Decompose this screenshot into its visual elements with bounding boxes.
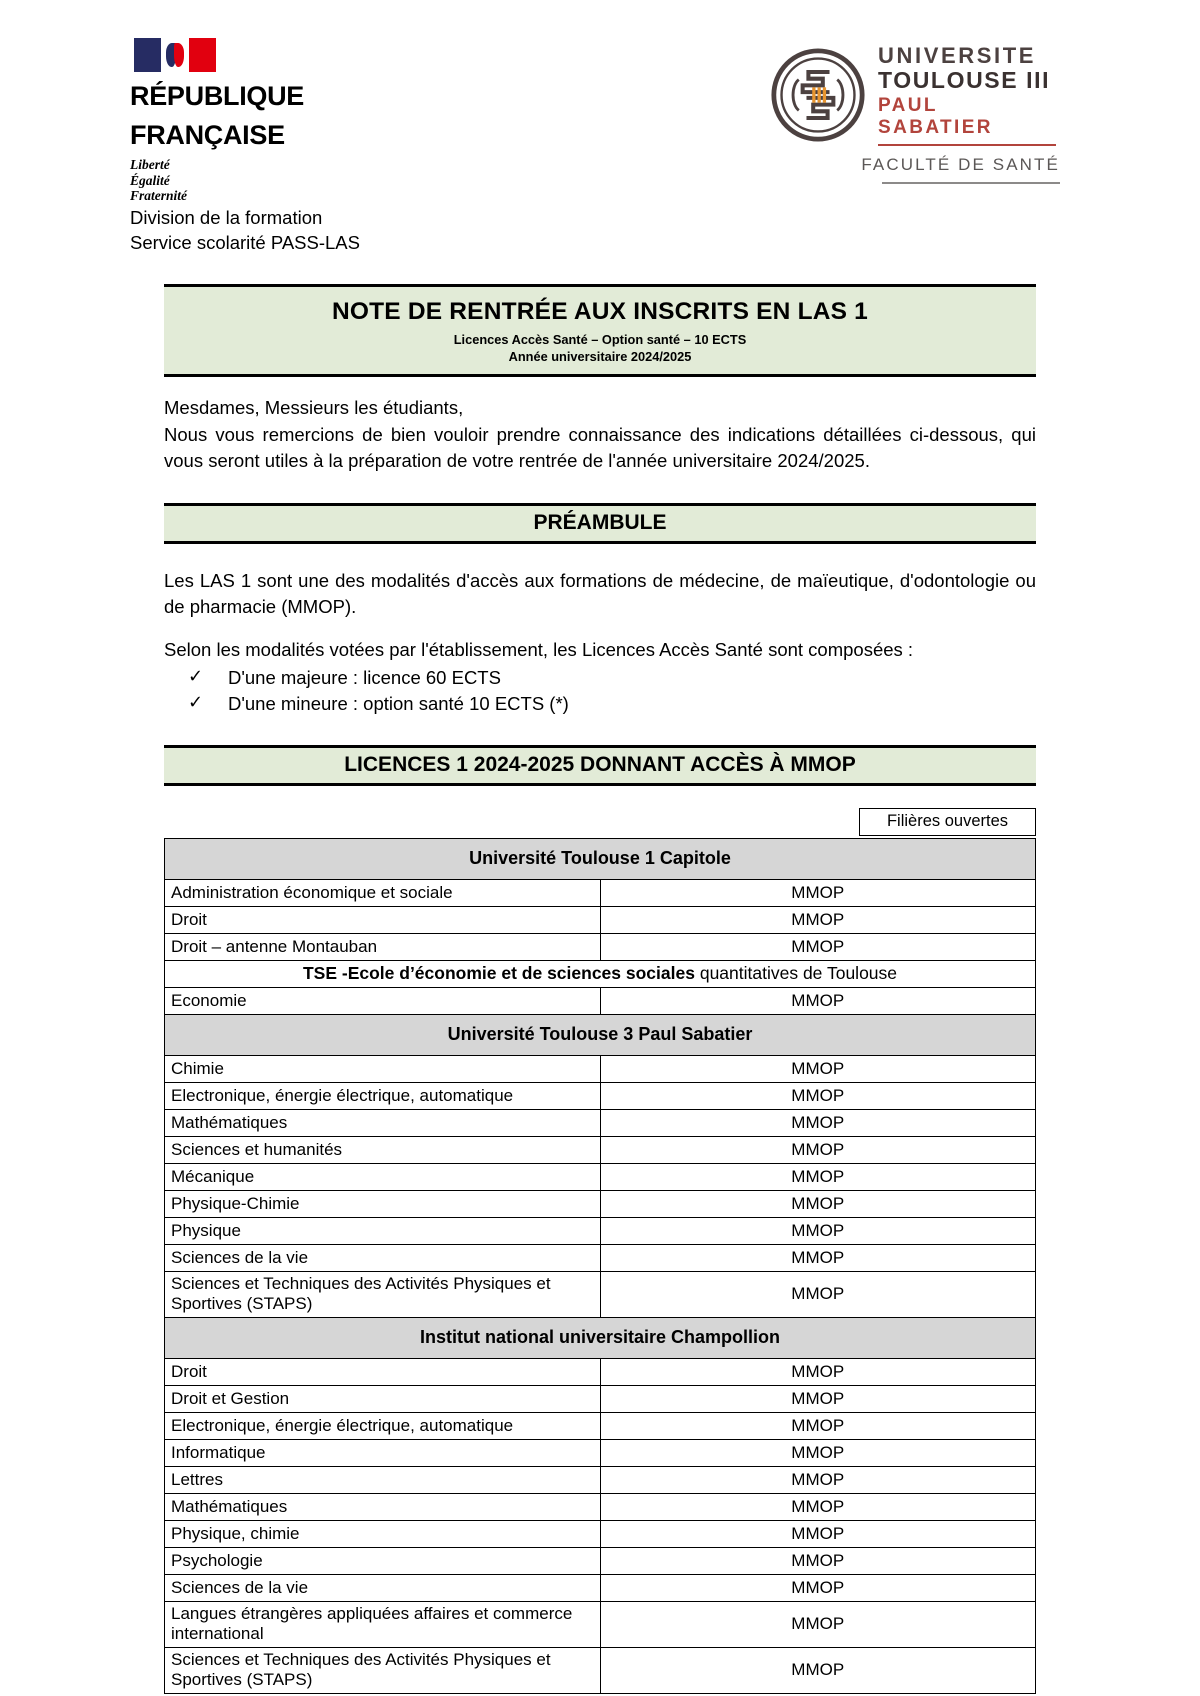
table-row <box>165 934 1036 961</box>
table-group-row <box>165 1318 1036 1359</box>
licence-name-cell: Sciences de la vie <box>165 1575 601 1602</box>
document-subtitle-2: Année universitaire 2024/2025 <box>508 349 692 364</box>
intro-paragraph: Nous vous remercions de bien vouloir prendre connaissance des indications détaillées ci-dessous, qui vous seront utiles à la préparation de votre rentrée de l'année universitaire 2024/2025. <box>164 423 1036 471</box>
list-item <box>186 665 1036 691</box>
table-row <box>165 1440 1036 1467</box>
document-header <box>0 0 1200 205</box>
table-row <box>165 907 1036 934</box>
table-group-label: Université Toulouse 3 Paul Sabatier <box>165 1015 1036 1056</box>
filieres-value-cell: MMOP <box>600 880 1036 907</box>
list-item <box>186 691 1036 717</box>
filieres-value-cell: MMOP <box>600 1413 1036 1440</box>
table-row <box>165 1494 1036 1521</box>
table-row <box>165 1191 1036 1218</box>
table-row <box>165 1575 1036 1602</box>
logo-divider <box>878 144 1056 146</box>
filieres-value-cell: MMOP <box>600 907 1036 934</box>
faculty-line: FACULTÉ DE SANTÉ <box>861 155 1060 174</box>
filieres-value-cell: MMOP <box>600 1467 1036 1494</box>
filieres-value-cell: MMOP <box>600 1137 1036 1164</box>
table-group-row <box>165 961 1036 988</box>
licences-heading-banner <box>164 745 1036 786</box>
table-row <box>165 880 1036 907</box>
filieres-value-cell: MMOP <box>600 1083 1036 1110</box>
licence-name-cell: Sciences et humanités <box>165 1137 601 1164</box>
licence-name-cell: Mathématiques <box>165 1110 601 1137</box>
republique-francaise-logo <box>130 38 460 204</box>
table-group-row <box>165 1015 1036 1056</box>
motto-egalite: Égalité <box>130 172 170 188</box>
filieres-value-cell: MMOP <box>600 1494 1036 1521</box>
table-row <box>165 1137 1036 1164</box>
republique-line2: FRANÇAISE <box>130 120 285 150</box>
licence-name-cell: Physique <box>165 1218 601 1245</box>
university-line2: TOULOUSE III <box>878 67 1051 93</box>
marianne-profile-icon <box>164 41 186 69</box>
licence-name-cell: Droit <box>165 907 601 934</box>
filieres-value-cell: MMOP <box>600 934 1036 961</box>
service-line-1: Division de la formation <box>130 207 323 228</box>
document-title: NOTE DE RENTRÉE AUX INSCRITS EN LAS 1 <box>331 298 869 325</box>
table-row <box>165 1110 1036 1137</box>
licence-name-cell: Mécanique <box>165 1164 601 1191</box>
licence-name-cell: Sciences et Techniques des Activités Physiques et Sportives (STAPS) <box>165 1648 601 1694</box>
table-row <box>165 1648 1036 1694</box>
table-row <box>165 1467 1036 1494</box>
service-block <box>130 205 1200 255</box>
table-row <box>165 1245 1036 1272</box>
filieres-value-cell: MMOP <box>600 1648 1036 1694</box>
check-icon: ✓ <box>188 692 204 713</box>
filieres-value-cell: MMOP <box>600 1575 1036 1602</box>
check-icon: ✓ <box>188 666 204 687</box>
licence-name-cell: Sciences et Techniques des Activités Physiques et Sportives (STAPS) <box>165 1272 601 1318</box>
table-row <box>165 1602 1036 1648</box>
table-row <box>165 988 1036 1015</box>
filieres-column-header: Filières ouvertes <box>859 808 1036 836</box>
filieres-value-cell: MMOP <box>600 1056 1036 1083</box>
table-row <box>165 1386 1036 1413</box>
licence-name-cell: Droit et Gestion <box>165 1386 601 1413</box>
preambule-heading: PRÉAMBULE <box>533 510 667 534</box>
preambule-paragraph-1-wrap <box>164 544 1036 621</box>
logo-underline <box>882 182 1060 184</box>
filieres-value-cell: MMOP <box>600 1218 1036 1245</box>
filieres-value-cell: MMOP <box>600 1386 1036 1413</box>
licence-name-cell: Physique-Chimie <box>165 1191 601 1218</box>
preambule-paragraph-2: Selon les modalités votées par l'établissement, les Licences Accès Santé sont composées : <box>164 638 914 660</box>
licence-name-cell: Informatique <box>165 1440 601 1467</box>
licences-heading: LICENCES 1 2024-2025 DONNANT ACCÈS À MMOP <box>344 753 856 776</box>
table-row <box>165 1359 1036 1386</box>
licences-table-wrap <box>164 808 1036 1694</box>
intro-block <box>164 377 1036 475</box>
preambule-paragraph-1: Les LAS 1 sont une des modalités d'accès aux formations de médecine, de maïeutique, d'odontologie ou de pharmacie (MMOP). <box>164 569 1036 617</box>
preambule-paragraph-2-wrap <box>164 637 1036 718</box>
filieres-value-cell: MMOP <box>600 988 1036 1015</box>
table-group-row <box>165 839 1036 880</box>
licence-name-cell: Lettres <box>165 1467 601 1494</box>
bullet-label: D'une majeure : licence 60 ECTS <box>228 667 501 688</box>
bullet-label: D'une mineure : option santé 10 ECTS (*) <box>228 693 569 714</box>
filieres-value-cell: MMOP <box>600 1164 1036 1191</box>
licence-name-cell: Droit <box>165 1359 601 1386</box>
table-row <box>165 1164 1036 1191</box>
university-line1: UNIVERSITE <box>878 43 1037 68</box>
table-row <box>165 1218 1036 1245</box>
licence-name-cell: Economie <box>165 988 601 1015</box>
filieres-value-cell: MMOP <box>600 1548 1036 1575</box>
filieres-value-cell: MMOP <box>600 1440 1036 1467</box>
filieres-value-cell: MMOP <box>600 1245 1036 1272</box>
table-row <box>165 1272 1036 1318</box>
university-line3: PAUL SABATIER <box>878 95 993 138</box>
republique-line1: RÉPUBLIQUE <box>130 81 305 111</box>
table-row <box>165 1083 1036 1110</box>
licence-name-cell: Physique, chimie <box>165 1521 601 1548</box>
intro-salutation: Mesdames, Messieurs les étudiants, <box>164 397 464 418</box>
licence-name-cell: Mathématiques <box>165 1494 601 1521</box>
filieres-header-row <box>164 808 1036 836</box>
table-group-label: Institut national universitaire Champollion <box>165 1318 1036 1359</box>
licences-table <box>164 838 1036 1694</box>
licence-name-cell: Droit – antenne Montauban <box>165 934 601 961</box>
licence-name-cell: Langues étrangères appliquées affaires et commerce international <box>165 1602 601 1648</box>
table-row <box>165 1056 1036 1083</box>
filieres-value-cell: MMOP <box>600 1110 1036 1137</box>
licence-name-cell: Electronique, énergie électrique, automatique <box>165 1083 601 1110</box>
licence-name-cell: Psychologie <box>165 1548 601 1575</box>
motto-fraternite: Fraternité <box>130 188 188 203</box>
table-row <box>165 1413 1036 1440</box>
french-flag-icon <box>134 38 216 72</box>
licence-name-cell: Electronique, énergie électrique, automatique <box>165 1413 601 1440</box>
service-line-2: Service scolarité PASS-LAS <box>130 232 360 253</box>
table-row <box>165 1521 1036 1548</box>
universite-toulouse-logo <box>770 44 1060 184</box>
table-row <box>165 1548 1036 1575</box>
filieres-value-cell: MMOP <box>600 1521 1036 1548</box>
table-group-label: Université Toulouse 1 Capitole <box>165 839 1036 880</box>
document-subtitle-1: Licences Accès Santé – Option santé – 10 ECTS <box>453 332 747 347</box>
filieres-value-cell: MMOP <box>600 1359 1036 1386</box>
licence-name-cell: Sciences de la vie <box>165 1245 601 1272</box>
table-group-label: TSE -Ecole d’économie et de sciences sociales quantitatives de Toulouse <box>165 961 1036 988</box>
university-emblem-icon <box>770 47 866 143</box>
preambule-bullet-list <box>164 665 1036 717</box>
filieres-value-cell: MMOP <box>600 1191 1036 1218</box>
filieres-value-cell: MMOP <box>600 1602 1036 1648</box>
motto-liberte: Liberté <box>130 157 170 172</box>
filieres-value-cell: MMOP <box>600 1272 1036 1318</box>
title-banner <box>164 284 1036 377</box>
licence-name-cell: Administration économique et sociale <box>165 880 601 907</box>
licence-name-cell: Chimie <box>165 1056 601 1083</box>
preambule-heading-banner <box>164 503 1036 544</box>
